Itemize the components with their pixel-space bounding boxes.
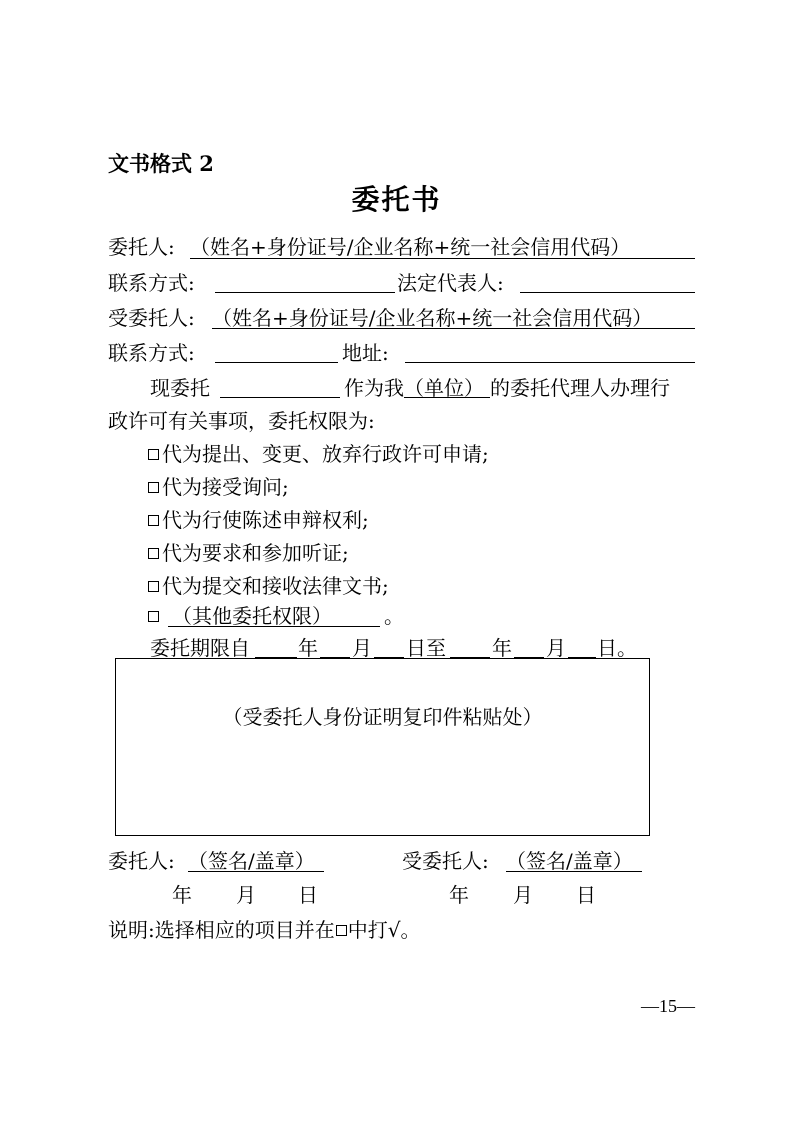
- id-copy-paste-area: [115, 658, 650, 836]
- agent-sign-year: 年: [449, 883, 469, 907]
- agent-hint: （姓名+身份证号/企业名称+统一社会信用代码）: [212, 306, 653, 330]
- paste-box-label: （受委托人身份证明复印件粘贴处）: [222, 705, 543, 729]
- principal-hint: （姓名+身份证号/企业名称+统一社会信用代码）: [190, 235, 631, 259]
- principal-sign-day: 日: [298, 883, 318, 907]
- option-item[interactable]: 代为要求和参加听证;: [148, 541, 349, 565]
- agent-contact-field[interactable]: [215, 362, 338, 363]
- other-option-end: 。: [384, 604, 404, 628]
- option-item[interactable]: 代为提出、变更、放弃行政许可申请;: [148, 442, 489, 466]
- option-item[interactable]: 代为行使陈述申辩权利;: [148, 508, 369, 532]
- agent-field[interactable]: [212, 328, 695, 329]
- document-title: 委托书: [351, 183, 442, 216]
- option-item[interactable]: 代为接受询问;: [148, 475, 289, 499]
- note: 说明:选择相应的项目并在 中打√。: [108, 918, 421, 942]
- option-other[interactable]: （其他委托权限）: [148, 604, 332, 628]
- agent-sign-label: 受委托人:: [402, 849, 489, 873]
- unit-underline: [404, 397, 490, 398]
- body-mid: 作为我: [344, 376, 404, 400]
- agent-name-field[interactable]: [220, 397, 340, 398]
- period-month: 月: [352, 636, 372, 660]
- checkbox-icon[interactable]: [148, 482, 159, 493]
- principal-sign-hint: （签名/盖章）: [188, 849, 315, 873]
- period-start: 委托期限自: [150, 636, 250, 660]
- other-option-field[interactable]: [168, 626, 380, 627]
- agent-sign-field[interactable]: [506, 871, 642, 872]
- period-day-end: 日。: [597, 636, 637, 660]
- agent-sign-day: 日: [576, 883, 596, 907]
- agent-label: 受委托人:: [108, 306, 195, 330]
- principal-label: 委托人:: [108, 235, 175, 259]
- checkbox-icon[interactable]: [148, 515, 159, 526]
- body-end: 的委托代理人办理行: [490, 376, 670, 400]
- principal-sign-field[interactable]: [188, 871, 324, 872]
- checkbox-icon[interactable]: [148, 611, 159, 622]
- period-month-end: 月: [546, 636, 566, 660]
- legal-rep-label: 法定代表人:: [397, 271, 504, 295]
- principal-sign-year: 年: [172, 883, 192, 907]
- principal-sign-month: 月: [236, 883, 256, 907]
- checkbox-icon[interactable]: [148, 449, 159, 460]
- checkbox-icon: [336, 925, 347, 936]
- format-label: 文书格式 2: [108, 151, 214, 176]
- body-start: 现委托: [150, 376, 210, 400]
- period-year: 年: [298, 636, 318, 660]
- checkbox-icon[interactable]: [148, 548, 159, 559]
- agent-sign-hint: （签名/盖章）: [506, 849, 633, 873]
- period-day-to: 日至: [406, 636, 446, 660]
- agent-contact-label: 联系方式:: [108, 341, 195, 365]
- address-label: 地址:: [342, 341, 389, 365]
- body-unit: （单位）: [404, 376, 484, 400]
- body-line2: 政许可有关事项，委托权限为:: [108, 409, 375, 433]
- option-item[interactable]: 代为提交和接收法律文书;: [148, 574, 389, 598]
- period-year-end: 年: [492, 636, 512, 660]
- checkbox-icon[interactable]: [148, 581, 159, 592]
- agent-sign-month: 月: [513, 883, 533, 907]
- principal-sign-label: 委托人:: [108, 849, 175, 873]
- principal-contact-label: 联系方式:: [108, 271, 195, 295]
- principal-contact-field[interactable]: [215, 292, 395, 293]
- principal-field[interactable]: [190, 258, 695, 259]
- legal-rep-field[interactable]: [520, 292, 695, 293]
- address-field[interactable]: [405, 362, 695, 363]
- page-number: —15—: [641, 996, 695, 1016]
